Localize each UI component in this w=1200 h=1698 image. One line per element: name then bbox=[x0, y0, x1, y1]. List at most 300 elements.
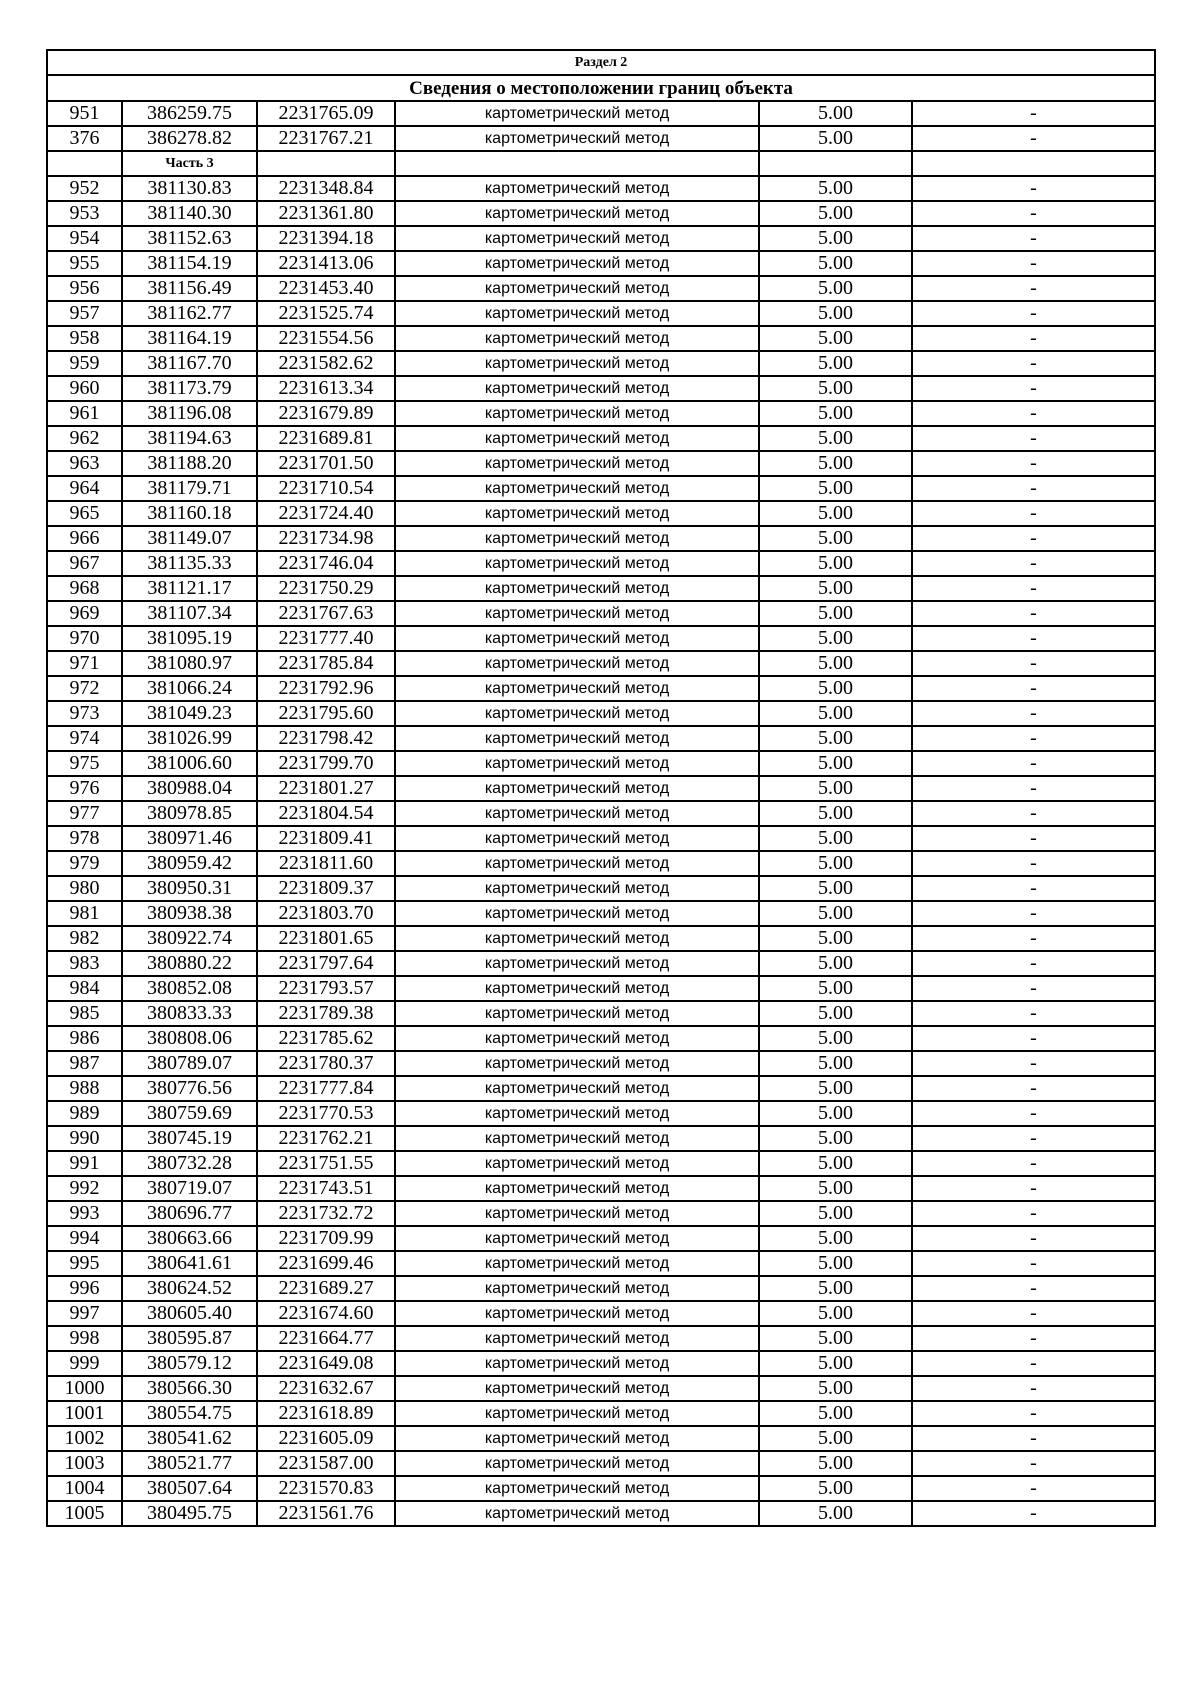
description-cell: - bbox=[912, 1351, 1155, 1376]
y-coordinate-cell: 2231570.83 bbox=[257, 1476, 395, 1501]
y-coordinate-cell: 2231792.96 bbox=[257, 676, 395, 701]
y-coordinate-cell: 2231762.21 bbox=[257, 1126, 395, 1151]
point-number-cell: 951 bbox=[47, 101, 122, 126]
table-row bbox=[47, 901, 1155, 926]
table-row bbox=[47, 1401, 1155, 1426]
point-number-cell: 965 bbox=[47, 501, 122, 526]
point-number-cell: 987 bbox=[47, 1051, 122, 1076]
x-coordinate-cell: 381135.33 bbox=[122, 551, 257, 576]
y-coordinate-cell: 2231803.70 bbox=[257, 901, 395, 926]
x-coordinate-cell: 381152.63 bbox=[122, 226, 257, 251]
point-number-cell: 975 bbox=[47, 751, 122, 776]
point-number-cell: 958 bbox=[47, 326, 122, 351]
x-coordinate-cell: 381130.83 bbox=[122, 176, 257, 201]
y-coordinate-cell: 2231679.89 bbox=[257, 401, 395, 426]
x-coordinate-cell: 380789.07 bbox=[122, 1051, 257, 1076]
point-number-cell: 968 bbox=[47, 576, 122, 601]
method-cell: картометрический метод bbox=[395, 1301, 759, 1326]
description-cell: - bbox=[912, 501, 1155, 526]
description-cell: - bbox=[912, 901, 1155, 926]
x-coordinate-cell: 381154.19 bbox=[122, 251, 257, 276]
accuracy-cell: 5.00 bbox=[759, 1101, 912, 1126]
table-row bbox=[47, 701, 1155, 726]
description-cell: - bbox=[912, 226, 1155, 251]
point-number-cell: 1003 bbox=[47, 1451, 122, 1476]
y-coordinate-cell: 2231525.74 bbox=[257, 301, 395, 326]
y-coordinate-cell: 2231801.27 bbox=[257, 776, 395, 801]
accuracy-cell: 5.00 bbox=[759, 1451, 912, 1476]
table-row bbox=[47, 276, 1155, 301]
description-cell: - bbox=[912, 926, 1155, 951]
point-number-cell: 971 bbox=[47, 651, 122, 676]
accuracy-cell: 5.00 bbox=[759, 701, 912, 726]
y-coordinate-cell: 2231799.70 bbox=[257, 751, 395, 776]
x-coordinate-cell: 380719.07 bbox=[122, 1176, 257, 1201]
method-cell: картометрический метод bbox=[395, 851, 759, 876]
table-row bbox=[47, 526, 1155, 551]
x-coordinate-cell: 380833.33 bbox=[122, 1001, 257, 1026]
method-cell: картометрический метод bbox=[395, 276, 759, 301]
point-number-cell: 980 bbox=[47, 876, 122, 901]
method-cell: картометрический метод bbox=[395, 1351, 759, 1376]
y-coordinate-cell: 2231554.56 bbox=[257, 326, 395, 351]
y-coordinate-cell: 2231587.00 bbox=[257, 1451, 395, 1476]
method-cell: картометрический метод bbox=[395, 701, 759, 726]
description-cell: - bbox=[912, 951, 1155, 976]
coordinates-table bbox=[46, 49, 1156, 1527]
y-coordinate-cell: 2231777.40 bbox=[257, 626, 395, 651]
y-coordinate-cell: 2231767.63 bbox=[257, 601, 395, 626]
y-coordinate-cell: 2231582.62 bbox=[257, 351, 395, 376]
y-coordinate-cell: 2231734.98 bbox=[257, 526, 395, 551]
x-coordinate-cell: 381066.24 bbox=[122, 676, 257, 701]
method-cell: картометрический метод bbox=[395, 1001, 759, 1026]
description-cell: - bbox=[912, 476, 1155, 501]
method-cell: картометрический метод bbox=[395, 1376, 759, 1401]
method-cell: картометрический метод bbox=[395, 501, 759, 526]
description-cell: - bbox=[912, 201, 1155, 226]
accuracy-cell: 5.00 bbox=[759, 501, 912, 526]
table-row bbox=[47, 101, 1155, 126]
x-coordinate-cell: 380495.75 bbox=[122, 1501, 257, 1526]
method-cell: картометрический метод bbox=[395, 976, 759, 1001]
y-coordinate-cell: 2231746.04 bbox=[257, 551, 395, 576]
table-row bbox=[47, 176, 1155, 201]
accuracy-cell: 5.00 bbox=[759, 426, 912, 451]
y-coordinate-cell: 2231795.60 bbox=[257, 701, 395, 726]
description-cell: - bbox=[912, 1151, 1155, 1176]
x-coordinate-cell: 380641.61 bbox=[122, 1251, 257, 1276]
method-cell: картометрический метод bbox=[395, 1451, 759, 1476]
accuracy-cell: 5.00 bbox=[759, 651, 912, 676]
section-title-row bbox=[47, 50, 1155, 75]
accuracy-cell: 5.00 bbox=[759, 751, 912, 776]
description-cell: - bbox=[912, 751, 1155, 776]
table-row bbox=[47, 376, 1155, 401]
y-coordinate-cell: 2231793.57 bbox=[257, 976, 395, 1001]
point-number-cell: 972 bbox=[47, 676, 122, 701]
description-cell: - bbox=[912, 326, 1155, 351]
point-number-cell: 991 bbox=[47, 1151, 122, 1176]
empty-cell bbox=[395, 151, 759, 176]
table-row bbox=[47, 1476, 1155, 1501]
point-number-cell: 974 bbox=[47, 726, 122, 751]
y-coordinate-cell: 2231664.77 bbox=[257, 1326, 395, 1351]
x-coordinate-cell: 381162.77 bbox=[122, 301, 257, 326]
point-number-cell: 969 bbox=[47, 601, 122, 626]
point-number-cell: 970 bbox=[47, 626, 122, 651]
method-cell: картометрический метод bbox=[395, 1126, 759, 1151]
accuracy-cell: 5.00 bbox=[759, 1226, 912, 1251]
accuracy-cell: 5.00 bbox=[759, 1001, 912, 1026]
x-coordinate-cell: 386259.75 bbox=[122, 101, 257, 126]
x-coordinate-cell: 381164.19 bbox=[122, 326, 257, 351]
y-coordinate-cell: 2231618.89 bbox=[257, 1401, 395, 1426]
part-row bbox=[47, 151, 1155, 176]
point-number-cell: 973 bbox=[47, 701, 122, 726]
method-cell: картометрический метод bbox=[395, 1201, 759, 1226]
description-cell: - bbox=[912, 451, 1155, 476]
point-number-cell: 985 bbox=[47, 1001, 122, 1026]
accuracy-cell: 5.00 bbox=[759, 876, 912, 901]
y-coordinate-cell: 2231809.37 bbox=[257, 876, 395, 901]
accuracy-cell: 5.00 bbox=[759, 676, 912, 701]
empty-cell bbox=[47, 151, 122, 176]
description-cell: - bbox=[912, 1251, 1155, 1276]
description-cell: - bbox=[912, 376, 1155, 401]
x-coordinate-cell: 380978.85 bbox=[122, 801, 257, 826]
table-row bbox=[47, 1501, 1155, 1526]
accuracy-cell: 5.00 bbox=[759, 576, 912, 601]
x-coordinate-cell: 380808.06 bbox=[122, 1026, 257, 1051]
point-number-cell: 956 bbox=[47, 276, 122, 301]
description-cell: - bbox=[912, 576, 1155, 601]
description-cell: - bbox=[912, 976, 1155, 1001]
point-number-cell: 1002 bbox=[47, 1426, 122, 1451]
point-number-cell: 957 bbox=[47, 301, 122, 326]
method-cell: картометрический метод bbox=[395, 1151, 759, 1176]
accuracy-cell: 5.00 bbox=[759, 1051, 912, 1076]
x-coordinate-cell: 380732.28 bbox=[122, 1151, 257, 1176]
accuracy-cell: 5.00 bbox=[759, 926, 912, 951]
method-cell: картометрический метод bbox=[395, 801, 759, 826]
accuracy-cell: 5.00 bbox=[759, 1276, 912, 1301]
table-row bbox=[47, 726, 1155, 751]
accuracy-cell: 5.00 bbox=[759, 1076, 912, 1101]
accuracy-cell: 5.00 bbox=[759, 776, 912, 801]
y-coordinate-cell: 2231361.80 bbox=[257, 201, 395, 226]
accuracy-cell: 5.00 bbox=[759, 826, 912, 851]
point-number-cell: 978 bbox=[47, 826, 122, 851]
accuracy-cell: 5.00 bbox=[759, 601, 912, 626]
description-cell: - bbox=[912, 1001, 1155, 1026]
x-coordinate-cell: 381194.63 bbox=[122, 426, 257, 451]
accuracy-cell: 5.00 bbox=[759, 626, 912, 651]
point-number-cell: 964 bbox=[47, 476, 122, 501]
description-cell: - bbox=[912, 126, 1155, 151]
point-number-cell: 983 bbox=[47, 951, 122, 976]
y-coordinate-cell: 2231732.72 bbox=[257, 1201, 395, 1226]
accuracy-cell: 5.00 bbox=[759, 551, 912, 576]
accuracy-cell: 5.00 bbox=[759, 476, 912, 501]
table-row bbox=[47, 826, 1155, 851]
y-coordinate-cell: 2231780.37 bbox=[257, 1051, 395, 1076]
accuracy-cell: 5.00 bbox=[759, 1301, 912, 1326]
accuracy-cell: 5.00 bbox=[759, 126, 912, 151]
point-number-cell: 989 bbox=[47, 1101, 122, 1126]
point-number-cell: 997 bbox=[47, 1301, 122, 1326]
table-row bbox=[47, 351, 1155, 376]
x-coordinate-cell: 386278.82 bbox=[122, 126, 257, 151]
method-cell: картометрический метод bbox=[395, 226, 759, 251]
description-cell: - bbox=[912, 301, 1155, 326]
x-coordinate-cell: 381140.30 bbox=[122, 201, 257, 226]
x-coordinate-cell: 381196.08 bbox=[122, 401, 257, 426]
method-cell: картометрический метод bbox=[395, 1426, 759, 1451]
method-cell: картометрический метод bbox=[395, 426, 759, 451]
table-row bbox=[47, 451, 1155, 476]
table-row bbox=[47, 976, 1155, 1001]
description-cell: - bbox=[912, 551, 1155, 576]
x-coordinate-cell: 381160.18 bbox=[122, 501, 257, 526]
method-cell: картометрический метод bbox=[395, 351, 759, 376]
method-cell: картометрический метод bbox=[395, 1326, 759, 1351]
y-coordinate-cell: 2231413.06 bbox=[257, 251, 395, 276]
table-row bbox=[47, 426, 1155, 451]
point-number-cell: 979 bbox=[47, 851, 122, 876]
accuracy-cell: 5.00 bbox=[759, 1326, 912, 1351]
y-coordinate-cell: 2231751.55 bbox=[257, 1151, 395, 1176]
method-cell: картометрический метод bbox=[395, 526, 759, 551]
method-cell: картометрический метод bbox=[395, 1101, 759, 1126]
table-row bbox=[47, 926, 1155, 951]
y-coordinate-cell: 2231724.40 bbox=[257, 501, 395, 526]
x-coordinate-cell: 380566.30 bbox=[122, 1376, 257, 1401]
point-number-cell: 984 bbox=[47, 976, 122, 1001]
y-coordinate-cell: 2231785.62 bbox=[257, 1026, 395, 1051]
table-row bbox=[47, 1276, 1155, 1301]
x-coordinate-cell: 380605.40 bbox=[122, 1301, 257, 1326]
y-coordinate-cell: 2231765.09 bbox=[257, 101, 395, 126]
accuracy-cell: 5.00 bbox=[759, 376, 912, 401]
table-row bbox=[47, 1076, 1155, 1101]
method-cell: картометрический метод bbox=[395, 626, 759, 651]
y-coordinate-cell: 2231649.08 bbox=[257, 1351, 395, 1376]
x-coordinate-cell: 380759.69 bbox=[122, 1101, 257, 1126]
description-cell: - bbox=[912, 1101, 1155, 1126]
table-row bbox=[47, 401, 1155, 426]
table-row bbox=[47, 1151, 1155, 1176]
description-cell: - bbox=[912, 351, 1155, 376]
description-cell: - bbox=[912, 651, 1155, 676]
point-number-cell: 961 bbox=[47, 401, 122, 426]
x-coordinate-cell: 380922.74 bbox=[122, 926, 257, 951]
x-coordinate-cell: 380938.38 bbox=[122, 901, 257, 926]
method-cell: картометрический метод bbox=[395, 601, 759, 626]
y-coordinate-cell: 2231798.42 bbox=[257, 726, 395, 751]
method-cell: картометрический метод bbox=[395, 551, 759, 576]
accuracy-cell: 5.00 bbox=[759, 1026, 912, 1051]
table-row bbox=[47, 226, 1155, 251]
point-number-cell: 995 bbox=[47, 1251, 122, 1276]
accuracy-cell: 5.00 bbox=[759, 1201, 912, 1226]
method-cell: картометрический метод bbox=[395, 126, 759, 151]
accuracy-cell: 5.00 bbox=[759, 1126, 912, 1151]
table-row bbox=[47, 1451, 1155, 1476]
x-coordinate-cell: 380959.42 bbox=[122, 851, 257, 876]
accuracy-cell: 5.00 bbox=[759, 1151, 912, 1176]
table-row bbox=[47, 851, 1155, 876]
x-coordinate-cell: 380541.62 bbox=[122, 1426, 257, 1451]
accuracy-cell: 5.00 bbox=[759, 1176, 912, 1201]
x-coordinate-cell: 381095.19 bbox=[122, 626, 257, 651]
accuracy-cell: 5.00 bbox=[759, 201, 912, 226]
point-number-cell: 988 bbox=[47, 1076, 122, 1101]
description-cell: - bbox=[912, 1301, 1155, 1326]
method-cell: картометрический метод bbox=[395, 1251, 759, 1276]
method-cell: картометрический метод bbox=[395, 451, 759, 476]
point-number-cell: 976 bbox=[47, 776, 122, 801]
y-coordinate-cell: 2231632.67 bbox=[257, 1376, 395, 1401]
method-cell: картометрический метод bbox=[395, 951, 759, 976]
description-cell: - bbox=[912, 1476, 1155, 1501]
point-number-cell: 967 bbox=[47, 551, 122, 576]
x-coordinate-cell: 380745.19 bbox=[122, 1126, 257, 1151]
point-number-cell: 962 bbox=[47, 426, 122, 451]
x-coordinate-cell: 381006.60 bbox=[122, 751, 257, 776]
description-cell: - bbox=[912, 401, 1155, 426]
method-cell: картометрический метод bbox=[395, 676, 759, 701]
accuracy-cell: 5.00 bbox=[759, 801, 912, 826]
table-row bbox=[47, 776, 1155, 801]
description-cell: - bbox=[912, 276, 1155, 301]
point-number-cell: 998 bbox=[47, 1326, 122, 1351]
y-coordinate-cell: 2231785.84 bbox=[257, 651, 395, 676]
point-number-cell: 954 bbox=[47, 226, 122, 251]
y-coordinate-cell: 2231613.34 bbox=[257, 376, 395, 401]
accuracy-cell: 5.00 bbox=[759, 176, 912, 201]
x-coordinate-cell: 380507.64 bbox=[122, 1476, 257, 1501]
x-coordinate-cell: 380663.66 bbox=[122, 1226, 257, 1251]
accuracy-cell: 5.00 bbox=[759, 1351, 912, 1376]
y-coordinate-cell: 2231605.09 bbox=[257, 1426, 395, 1451]
description-cell: - bbox=[912, 826, 1155, 851]
description-cell: - bbox=[912, 1076, 1155, 1101]
accuracy-cell: 5.00 bbox=[759, 1401, 912, 1426]
y-coordinate-cell: 2231804.54 bbox=[257, 801, 395, 826]
table-row bbox=[47, 1351, 1155, 1376]
method-cell: картометрический метод bbox=[395, 901, 759, 926]
table-row bbox=[47, 501, 1155, 526]
y-coordinate-cell: 2231394.18 bbox=[257, 226, 395, 251]
x-coordinate-cell: 380852.08 bbox=[122, 976, 257, 1001]
accuracy-cell: 5.00 bbox=[759, 276, 912, 301]
method-cell: картометрический метод bbox=[395, 201, 759, 226]
accuracy-cell: 5.00 bbox=[759, 226, 912, 251]
description-cell: - bbox=[912, 426, 1155, 451]
description-cell: - bbox=[912, 776, 1155, 801]
accuracy-cell: 5.00 bbox=[759, 1476, 912, 1501]
description-cell: - bbox=[912, 1376, 1155, 1401]
method-cell: картометрический метод bbox=[395, 1401, 759, 1426]
method-cell: картометрический метод bbox=[395, 1226, 759, 1251]
method-cell: картометрический метод bbox=[395, 726, 759, 751]
description-cell: - bbox=[912, 1426, 1155, 1451]
x-coordinate-cell: 381080.97 bbox=[122, 651, 257, 676]
accuracy-cell: 5.00 bbox=[759, 1426, 912, 1451]
table-row bbox=[47, 751, 1155, 776]
description-cell: - bbox=[912, 801, 1155, 826]
y-coordinate-cell: 2231777.84 bbox=[257, 1076, 395, 1101]
table-row bbox=[47, 676, 1155, 701]
point-number-cell: 376 bbox=[47, 126, 122, 151]
empty-cell bbox=[759, 151, 912, 176]
point-number-cell: 955 bbox=[47, 251, 122, 276]
method-cell: картометрический метод bbox=[395, 376, 759, 401]
method-cell: картометрический метод bbox=[395, 1026, 759, 1051]
description-cell: - bbox=[912, 1451, 1155, 1476]
method-cell: картометрический метод bbox=[395, 776, 759, 801]
point-number-cell: 986 bbox=[47, 1026, 122, 1051]
x-coordinate-cell: 380521.77 bbox=[122, 1451, 257, 1476]
description-cell: - bbox=[912, 1226, 1155, 1251]
description-cell: - bbox=[912, 101, 1155, 126]
description-cell: - bbox=[912, 251, 1155, 276]
table-row bbox=[47, 301, 1155, 326]
x-coordinate-cell: 380624.52 bbox=[122, 1276, 257, 1301]
point-number-cell: 1001 bbox=[47, 1401, 122, 1426]
x-coordinate-cell: 380595.87 bbox=[122, 1326, 257, 1351]
x-coordinate-cell: 381026.99 bbox=[122, 726, 257, 751]
y-coordinate-cell: 2231767.21 bbox=[257, 126, 395, 151]
x-coordinate-cell: 381179.71 bbox=[122, 476, 257, 501]
table-row bbox=[47, 201, 1155, 226]
part-label: Часть 3 bbox=[122, 151, 257, 176]
description-cell: - bbox=[912, 626, 1155, 651]
table-row bbox=[47, 476, 1155, 501]
point-number-cell: 960 bbox=[47, 376, 122, 401]
table-row bbox=[47, 1176, 1155, 1201]
method-cell: картометрический метод bbox=[395, 326, 759, 351]
section-title: Раздел 2 bbox=[47, 50, 1155, 75]
x-coordinate-cell: 381107.34 bbox=[122, 601, 257, 626]
x-coordinate-cell: 381121.17 bbox=[122, 576, 257, 601]
section-subtitle-row bbox=[47, 75, 1155, 101]
method-cell: картометрический метод bbox=[395, 876, 759, 901]
description-cell: - bbox=[912, 1326, 1155, 1351]
description-cell: - bbox=[912, 726, 1155, 751]
table-row bbox=[47, 1051, 1155, 1076]
method-cell: картометрический метод bbox=[395, 1501, 759, 1526]
table-row bbox=[47, 1101, 1155, 1126]
y-coordinate-cell: 2231770.53 bbox=[257, 1101, 395, 1126]
y-coordinate-cell: 2231801.65 bbox=[257, 926, 395, 951]
y-coordinate-cell: 2231709.99 bbox=[257, 1226, 395, 1251]
accuracy-cell: 5.00 bbox=[759, 251, 912, 276]
y-coordinate-cell: 2231674.60 bbox=[257, 1301, 395, 1326]
method-cell: картометрический метод bbox=[395, 301, 759, 326]
method-cell: картометрический метод bbox=[395, 1076, 759, 1101]
empty-cell bbox=[257, 151, 395, 176]
point-number-cell: 994 bbox=[47, 1226, 122, 1251]
method-cell: картометрический метод bbox=[395, 1476, 759, 1501]
method-cell: картометрический метод bbox=[395, 251, 759, 276]
accuracy-cell: 5.00 bbox=[759, 851, 912, 876]
method-cell: картометрический метод bbox=[395, 651, 759, 676]
y-coordinate-cell: 2231453.40 bbox=[257, 276, 395, 301]
table-row bbox=[47, 1301, 1155, 1326]
description-cell: - bbox=[912, 1276, 1155, 1301]
